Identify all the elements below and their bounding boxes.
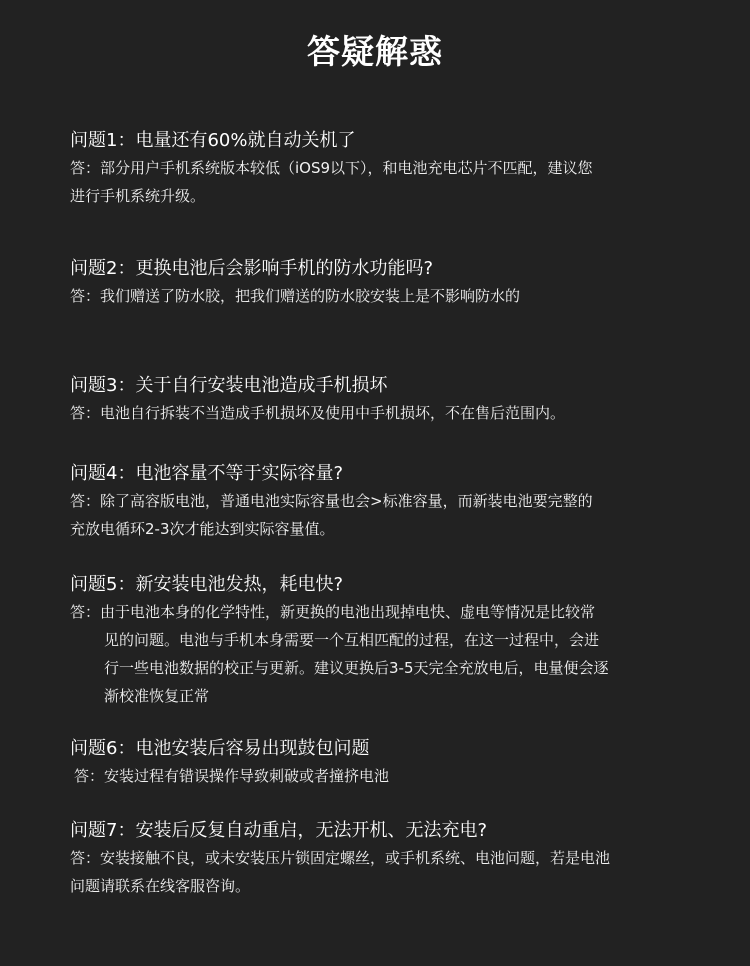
- question-4: 问题4：电池容量不等于实际容量?: [70, 463, 344, 484]
- answer-line: 答：安装接触不良，或未安装压片锁固定螺丝，或手机系统、电池问题，若是电池: [70, 849, 611, 867]
- question-5: 问题5：新安装电池发热，耗电快?: [70, 574, 344, 595]
- question-3: 问题3：关于自行安装电池造成手机损坏: [70, 375, 388, 396]
- page-title: 答疑解惑: [307, 32, 443, 71]
- answer-3: [70, 399, 710, 427]
- question-2: 问题2：更换电池后会影响手机的防水功能吗?: [70, 258, 434, 279]
- question-1: 问题1：电量还有60%就自动关机了: [70, 130, 356, 151]
- qa-item-5: [70, 572, 710, 710]
- answer-line: 渐校准恢复正常: [104, 687, 210, 705]
- qa-item-4: [70, 461, 710, 543]
- answer-5: [70, 598, 710, 710]
- answer-2: [70, 282, 710, 310]
- answer-6: [70, 762, 710, 790]
- qa-item-2: [70, 256, 710, 310]
- qa-item-3: [70, 373, 710, 427]
- answer-line: 见的问题。电池与手机本身需要一个互相匹配的过程，在这一过程中，会进: [104, 631, 600, 649]
- answer-line: 答：安装过程有错误操作导致刺破或者撞挤电池: [74, 767, 390, 785]
- answer-line: 答：部分用户手机系统版本较低（iOS9以下），和电池充电芯片不匹配，建议您: [70, 159, 593, 177]
- answer-line: 问题请联系在线客服咨询。: [70, 877, 251, 895]
- answer-line: 进行手机系统升级。: [70, 187, 206, 205]
- answer-1: [70, 154, 710, 210]
- qa-item-6: [70, 736, 710, 790]
- answer-4: [70, 487, 710, 543]
- answer-line: 行一些电池数据的校正与更新。建议更换后3-5天完全充放电后，电量便会逐: [104, 659, 609, 677]
- answer-line: 答：由于电池本身的化学特性，新更换的电池出现掉电快、虚电等情况是比较常: [70, 603, 596, 621]
- question-7: 问题7：安装后反复自动重启，无法开机、无法充电?: [70, 820, 488, 841]
- answer-7: [70, 844, 710, 900]
- answer-line: 充放电循环2-3次才能达到实际容量值。: [70, 520, 335, 538]
- answer-line: 答：我们赠送了防水胶，把我们赠送的防水胶安装上是不影响防水的: [70, 287, 521, 305]
- qa-item-1: [70, 128, 710, 210]
- answer-line: 答：除了高容版电池，普通电池实际容量也会>标准容量，而新装电池要完整的: [70, 492, 593, 510]
- qa-item-7: [70, 818, 710, 900]
- question-6: 问题6：电池安装后容易出现鼓包问题: [70, 738, 370, 759]
- answer-line: 答：电池自行拆装不当造成手机损坏及使用中手机损坏，不在售后范围内。: [70, 404, 566, 422]
